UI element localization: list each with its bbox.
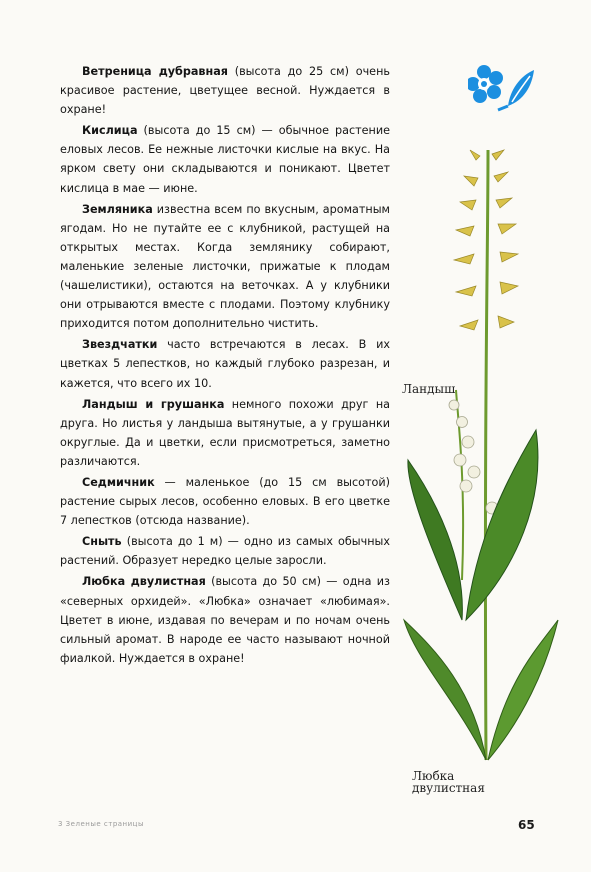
text-landysh: немного похожи друг на друга. Но листья у ландыша вытянутые, а у грушанки округлые. Да и цветки, если присмотреться, заметно различаются. [60, 397, 390, 468]
text-sedmichnik: — маленькое (до 15 см высотой) растение сырых лесов, особенно еловых. В его цветке 7 лепестков (отсюда название). [60, 475, 390, 528]
paragraph-landysh [60, 395, 390, 471]
term-zemlyanika: Земляника [82, 202, 153, 216]
text-zemlyanika: известна всем по вкусным, ароматным ягодам. Но не путайте ее с клубникой, растущей на открытых местах. Когда землянику собирают, маленькие зеленые листочки, прижатые к плодам (чашелистики), остаются на веточках. А у клубники они отрываются вместе с плодами. Поэтому клубнику приходится потом дополнительно чистить. [60, 202, 390, 331]
paragraph-vetrenitsa [60, 62, 390, 119]
paragraph-kislitsa [60, 121, 390, 197]
paragraph-sedmichnik [60, 473, 390, 530]
lily-and-orchid-drawing [396, 60, 576, 820]
footer-note: 3 Зеленые страницы [58, 820, 144, 828]
paragraph-lyubka [60, 572, 390, 667]
text-zvezdchatki: часто встречаются в лесах. В их цветках 5 лепестков, но каждый глубоко разрезан, и кажется, что всего их 10. [60, 338, 390, 390]
label-landysh: Ландыш [402, 382, 456, 396]
paragraph-zvezdchatki [60, 335, 390, 392]
paragraph-zemlyanika [60, 200, 390, 334]
text-snyt: (высота до 1 м) — одно из самых обычных растений. Образует нередко целые заросли. [60, 535, 390, 568]
term-zvezdchatki: Звездчатки [82, 338, 158, 352]
term-lyubka: Любка двулистная [82, 575, 206, 589]
text-kislitsa: (высота до 15 см) — обычное растение еловых лесов. Ее нежные листочки кислые на вкус. На ярком свету они складываются и поникают. Цветет кислица в мае — июне. [60, 124, 390, 195]
term-kislitsa: Кислица [82, 124, 138, 138]
term-vetrenitsa: Ветреница дубравная [82, 65, 228, 78]
text-vetrenitsa: (высота до 25 см) очень красивое растение, цветущее весной. Нуждается в охране! [60, 65, 390, 117]
label-lyubka [412, 770, 532, 794]
text-column [60, 62, 390, 670]
page-number: 65 [518, 818, 535, 832]
plant-illustration [396, 60, 576, 820]
label-lyubka-line1: Любка [412, 769, 455, 783]
paragraph-snyt [60, 532, 390, 570]
term-landysh: Ландыш и грушанка [82, 397, 225, 411]
term-snyt: Сныть [82, 535, 122, 549]
label-lyubka-line2: двулистная [412, 781, 485, 795]
text-lyubka: (высота до 50 см) — одна из «северных орхидей». «Любка» означает «любимая». Цветет в июне, издавая по вечерам и по ночам очень сильный аромат. В народе ее часто называют ночной фиалкой. Нуждается в охране! [60, 575, 391, 665]
term-sedmichnik: Седмичник [82, 475, 155, 489]
